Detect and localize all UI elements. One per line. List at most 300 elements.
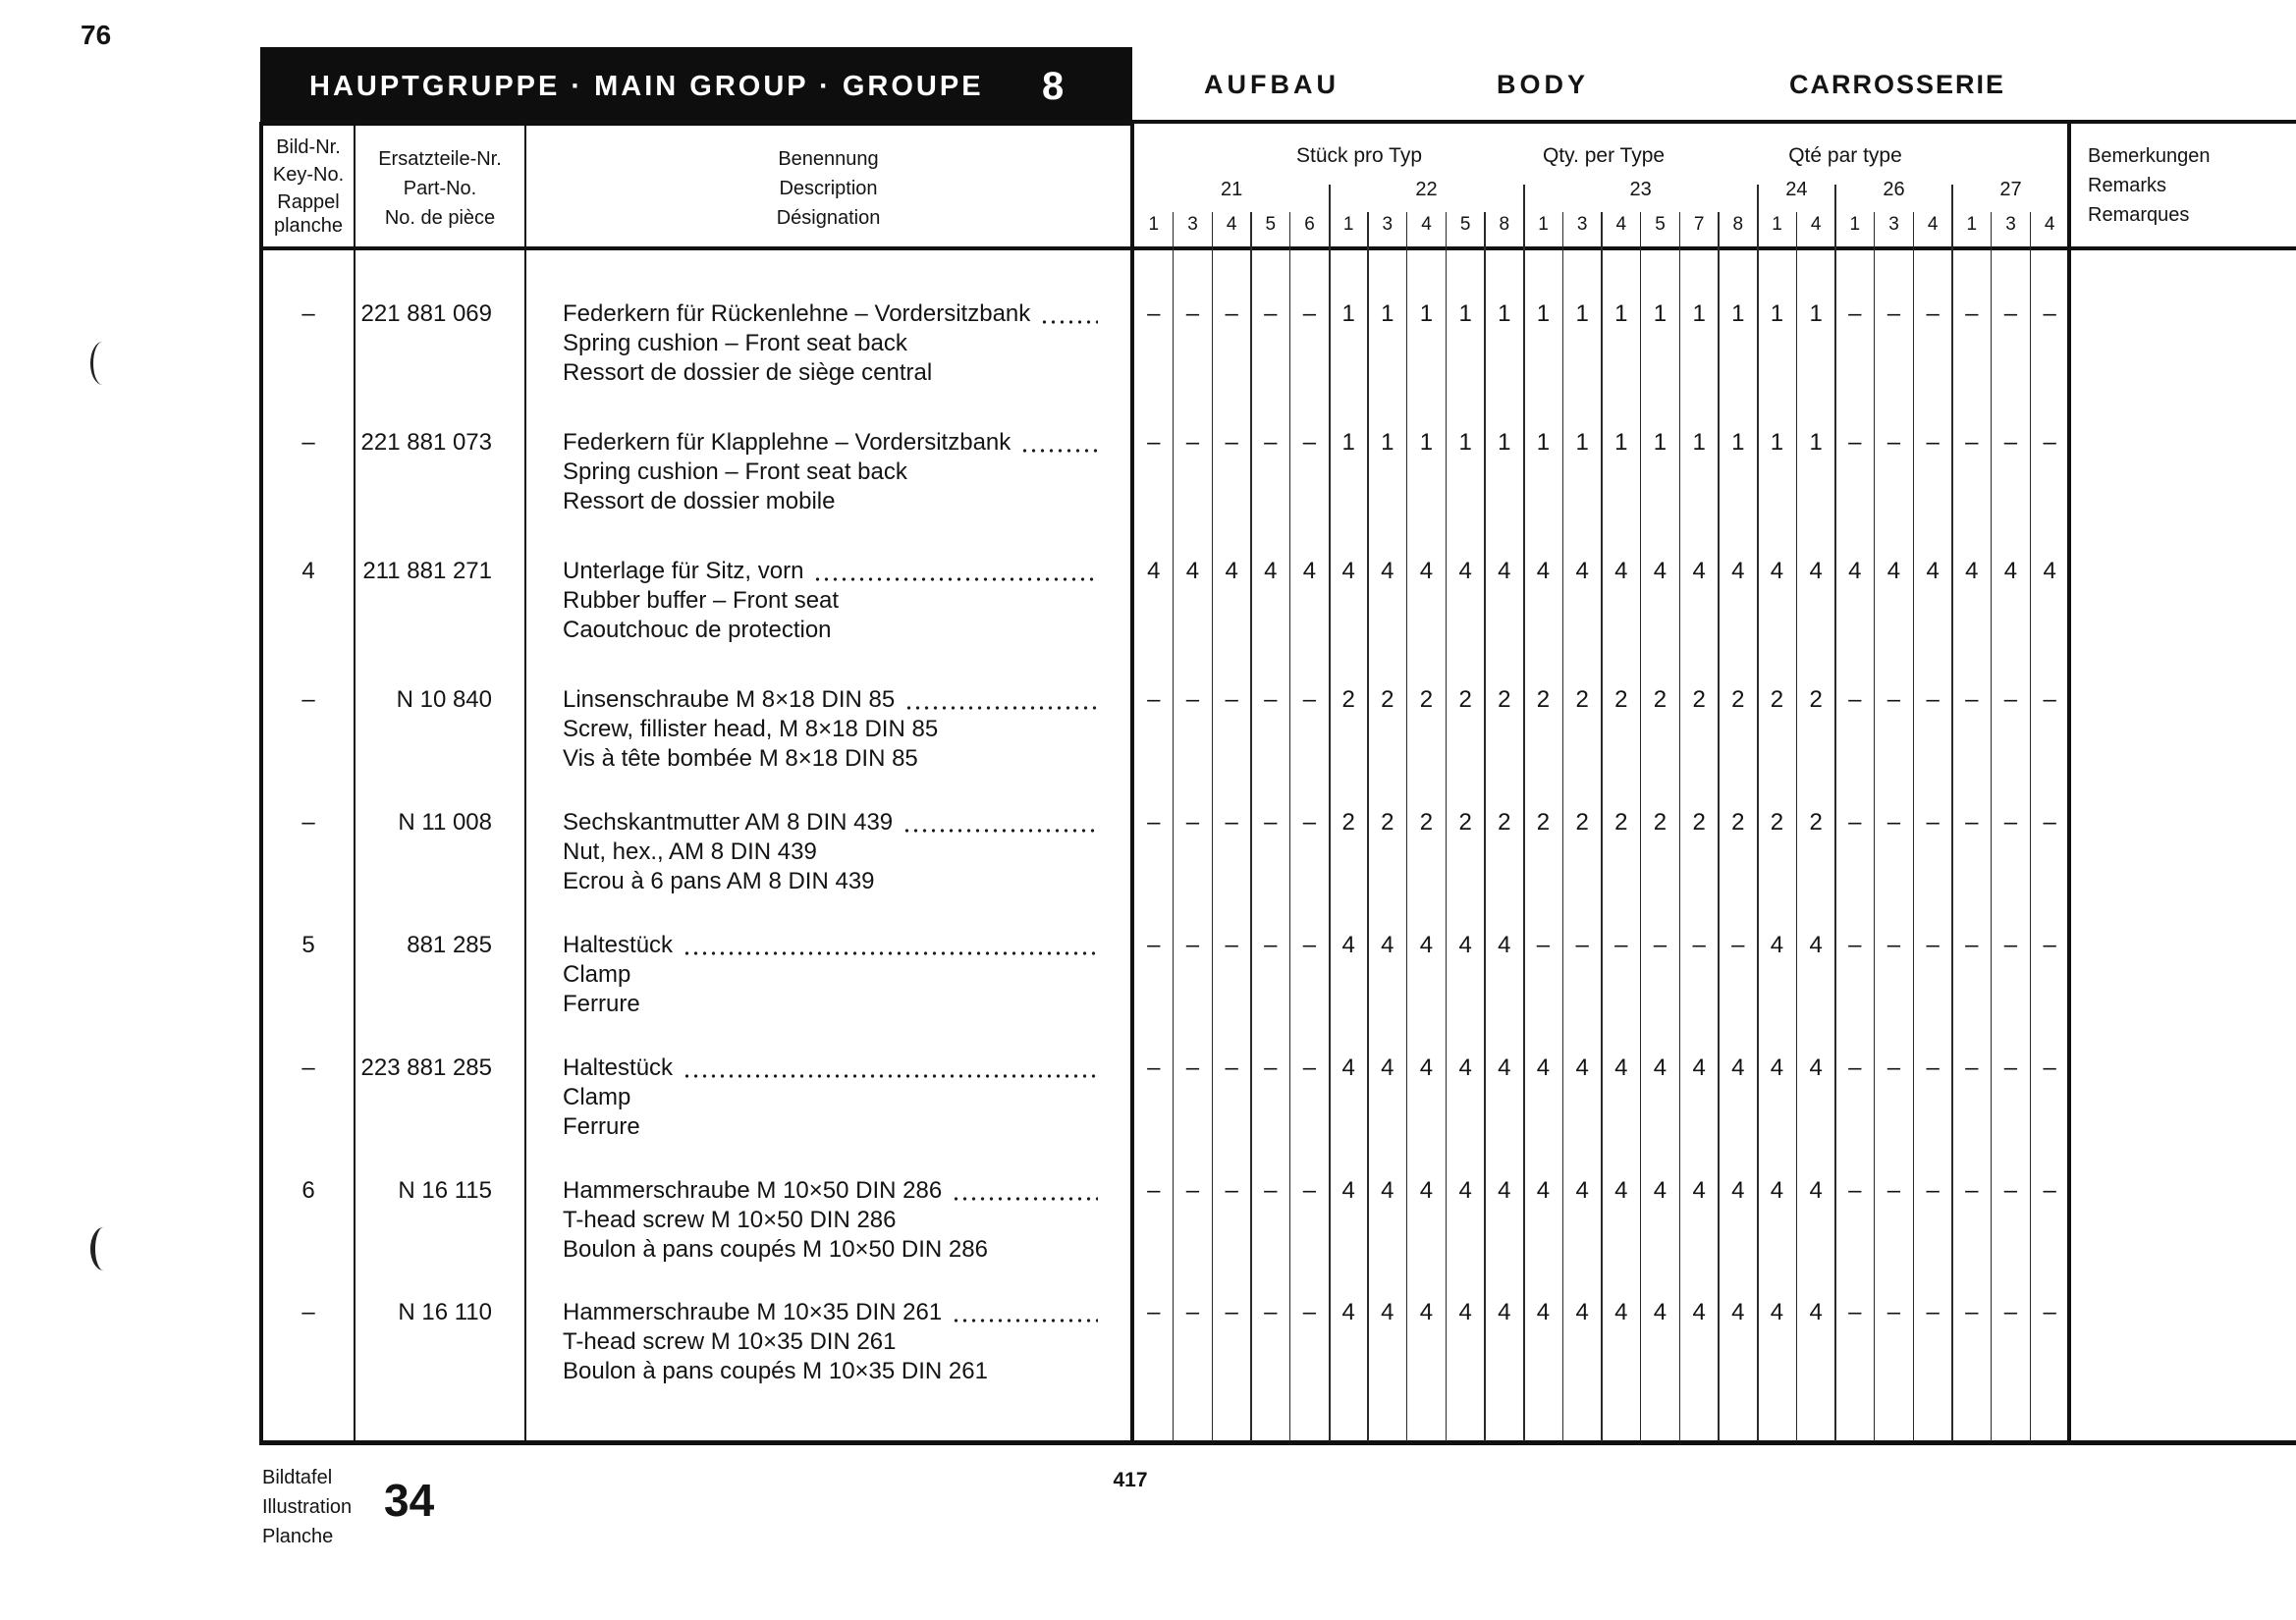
qty-cell: 2 (1458, 809, 1472, 836)
qty-cell: – (2003, 1177, 2018, 1204)
qty-cell: – (1614, 932, 1628, 958)
type-group-label: 27 (1999, 179, 2022, 200)
qty-cell: 4 (1926, 558, 1940, 584)
qty-cell: – (1225, 809, 1238, 836)
heading-en: Description (779, 178, 878, 199)
qty-cell: 2 (1809, 809, 1823, 836)
description-de-line (563, 1176, 1098, 1206)
key-number: 6 (301, 1177, 315, 1204)
qty-cell: 1 (1536, 300, 1551, 327)
qty-cell: 4 (1770, 1299, 1784, 1325)
variant-number: 1 (1772, 214, 1782, 235)
qty-cell: 2 (1692, 686, 1706, 713)
type-group-label: 22 (1415, 179, 1438, 200)
qty-cell: 4 (1731, 1299, 1745, 1325)
qty-cell: 4 (1731, 1177, 1745, 1204)
qty-cell: 4 (1381, 932, 1394, 958)
part-number-heading (355, 144, 524, 233)
qty-cell: – (1225, 300, 1238, 327)
qty-cell: 4 (2043, 558, 2056, 584)
qty-cell: – (1147, 932, 1161, 958)
description (563, 557, 1098, 645)
qty-cell: 1 (1653, 429, 1667, 456)
qty-cell: 2 (1653, 686, 1667, 713)
qty-cell: 4 (1770, 932, 1784, 958)
qty-cell: – (1848, 1299, 1862, 1325)
dot-leader (950, 1298, 1098, 1327)
description-fr: Ferrure (563, 991, 640, 1017)
qty-cell: 2 (1653, 809, 1667, 836)
qty-cell: – (1147, 686, 1161, 713)
qty-cell: 4 (1692, 1177, 1706, 1204)
variant-number: 4 (1421, 214, 1432, 235)
description-de: Federkern für Klapplehne – Vordersitzbank (563, 429, 1011, 456)
quantity-heading-de: Stück pro Typ (1295, 144, 1422, 167)
qty-cell: 2 (1419, 809, 1434, 836)
qty-cell: 4 (1536, 1177, 1551, 1204)
qty-cell: 4 (1770, 1054, 1784, 1081)
part-number: 221 881 073 (360, 429, 492, 456)
qty-cell: – (1225, 1054, 1238, 1081)
variant-number: 5 (1265, 214, 1277, 235)
qty-cell: – (1302, 932, 1317, 958)
description (563, 1298, 1098, 1386)
table-row (0, 299, 2296, 388)
description-de-line (563, 428, 1098, 458)
qty-cell: 4 (1809, 1177, 1823, 1204)
qty-cell: – (1225, 1177, 1238, 1204)
qty-cell: 1 (1419, 300, 1434, 327)
quantity-heading-en: Qty. per Type (1542, 144, 1666, 167)
heading-de: Bild-Nr. (276, 136, 341, 158)
variant-number: 3 (2005, 214, 2016, 235)
description (563, 428, 1098, 516)
qty-cell: 1 (1381, 300, 1394, 327)
qty-cell: 1 (1458, 300, 1472, 327)
description-fr: Ressort de dossier mobile (563, 488, 836, 514)
qty-cell: – (1225, 429, 1238, 456)
qty-cell: 1 (1770, 429, 1784, 456)
type-group-label: 26 (1883, 179, 1905, 200)
table-top-rule (260, 120, 2296, 124)
description-de: Sechskantmutter AM 8 DIN 439 (563, 809, 894, 836)
description (563, 1053, 1098, 1142)
qty-cell: 4 (1341, 1177, 1355, 1204)
qty-cell: 2 (1614, 809, 1628, 836)
qty-cell: – (1302, 429, 1317, 456)
qty-cell: 4 (1809, 1299, 1823, 1325)
qty-cell: – (1302, 1177, 1317, 1204)
main-group-banner (260, 47, 1132, 126)
qty-cell: 1 (1498, 429, 1511, 456)
qty-cell: 2 (1731, 686, 1745, 713)
qty-cell: 2 (1381, 809, 1394, 836)
table-row (0, 1176, 2296, 1265)
label-en: Illustration (262, 1496, 353, 1518)
qty-cell: 2 (1614, 686, 1628, 713)
qty-cell: 1 (1809, 429, 1823, 456)
qty-cell: – (1965, 686, 1979, 713)
variant-number: 3 (1382, 214, 1394, 235)
qty-cell: – (1965, 1177, 1979, 1204)
qty-cell: – (2003, 1299, 2018, 1325)
qty-cell: – (1185, 1054, 1200, 1081)
qty-cell: 4 (1809, 932, 1823, 958)
description-fr: Vis à tête bombée M 8×18 DIN 85 (563, 745, 918, 772)
qty-cell: – (2043, 1177, 2056, 1204)
qty-cell: – (1886, 1054, 1901, 1081)
remarks-heading (2088, 141, 2211, 230)
part-number: N 11 008 (398, 809, 492, 836)
qty-cell: – (1848, 300, 1862, 327)
qty-cell: 4 (1653, 558, 1667, 584)
qty-cell: – (1185, 300, 1200, 327)
qty-cell: – (2003, 809, 2018, 836)
qty-cell: 4 (1536, 558, 1551, 584)
qty-cell: 4 (1575, 558, 1589, 584)
qty-cell: 4 (1381, 1054, 1394, 1081)
qty-cell: 4 (1185, 558, 1200, 584)
main-group-number: 8 (1042, 65, 1065, 108)
qty-cell: – (1264, 1299, 1278, 1325)
label-fr: Planche (262, 1526, 334, 1547)
qty-cell: – (1185, 429, 1200, 456)
qty-cell: 4 (1809, 558, 1823, 584)
qty-cell: – (1264, 429, 1278, 456)
qty-cell: 4 (1692, 1299, 1706, 1325)
qty-cell: 4 (1498, 558, 1511, 584)
heading-fr: Désignation (776, 207, 881, 229)
part-number: 223 881 285 (360, 1054, 492, 1081)
qty-cell: 4 (1575, 1299, 1589, 1325)
qty-cell: 1 (1614, 300, 1628, 327)
qty-cell: 4 (1536, 1299, 1551, 1325)
heading-fr: No. de pièce (384, 207, 496, 229)
heading-en: Part-No. (403, 178, 477, 199)
qty-cell: 4 (1770, 558, 1784, 584)
qty-cell: 4 (1575, 1054, 1589, 1081)
qty-cell: 1 (1614, 429, 1628, 456)
illustration-number: 34 (384, 1475, 435, 1526)
illustration-label (262, 1463, 352, 1551)
type-group-label: 23 (1629, 179, 1652, 200)
quantity-heading-fr: Qté par type (1788, 144, 1902, 167)
qty-cell: 4 (1381, 1299, 1394, 1325)
key-number: 5 (301, 932, 315, 958)
heading-fr: planche (273, 215, 344, 237)
description-de-line (563, 931, 1098, 960)
qty-cell: – (1886, 300, 1901, 327)
qty-cell: – (1147, 1299, 1161, 1325)
qty-cell: 1 (1731, 300, 1745, 327)
description-de: Haltestück (563, 932, 674, 958)
part-number: N 16 110 (398, 1299, 492, 1325)
qty-cell: 4 (1653, 1177, 1667, 1204)
qty-cell: 4 (1419, 1177, 1434, 1204)
qty-cell: – (2043, 932, 2056, 958)
qty-cell: 4 (1536, 1054, 1551, 1081)
qty-cell: – (1692, 932, 1706, 958)
description-en: Clamp (563, 1084, 631, 1110)
dot-leader (811, 557, 1098, 586)
type-group-label: 24 (1785, 179, 1808, 200)
qty-cell: 4 (1458, 1054, 1472, 1081)
qty-cell: – (1848, 1054, 1862, 1081)
qty-cell: – (1848, 809, 1862, 836)
table-row (0, 685, 2296, 774)
qty-cell: – (2003, 300, 2018, 327)
qty-cell: – (1302, 300, 1317, 327)
qty-cell: 4 (1498, 932, 1511, 958)
qty-cell: 2 (1692, 809, 1706, 836)
qty-cell: 4 (1614, 1177, 1628, 1204)
variant-number: 1 (1148, 214, 1160, 235)
key-number: 4 (301, 558, 315, 584)
table-row (0, 557, 2296, 645)
variant-number: 8 (1732, 214, 1744, 235)
qty-cell: 4 (1614, 1299, 1628, 1325)
qty-cell: 4 (1886, 558, 1901, 584)
qty-cell: 4 (1965, 558, 1979, 584)
dot-leader (902, 685, 1098, 715)
qty-cell: 4 (1848, 558, 1862, 584)
qty-cell: – (1653, 932, 1667, 958)
qty-cell: 4 (1419, 1054, 1434, 1081)
qty-cell: 4 (1341, 1299, 1355, 1325)
qty-cell: – (2043, 1299, 2056, 1325)
qty-cell: 4 (1458, 932, 1472, 958)
qty-cell: 2 (1536, 686, 1551, 713)
qty-cell: 1 (1770, 300, 1784, 327)
key-number: – (301, 429, 315, 456)
qty-cell: – (1147, 1177, 1161, 1204)
qty-cell: 4 (1341, 1054, 1355, 1081)
variant-number: 3 (1888, 214, 1899, 235)
section-title-de: AUFBAU (1204, 70, 1339, 99)
variant-number: 4 (1226, 214, 1237, 235)
label-de: Bildtafel (262, 1467, 333, 1488)
qty-cell: 2 (1809, 686, 1823, 713)
variant-number: 4 (2044, 214, 2055, 235)
qty-cell: – (1225, 686, 1238, 713)
qty-cell: 4 (1341, 932, 1355, 958)
qty-cell: 4 (1614, 1054, 1628, 1081)
variant-number: 4 (1927, 214, 1939, 235)
qty-cell: 4 (1458, 1299, 1472, 1325)
qty-cell: 1 (1341, 300, 1355, 327)
qty-cell: 4 (1692, 1054, 1706, 1081)
qty-cell: 1 (1536, 429, 1551, 456)
qty-cell: – (2003, 429, 2018, 456)
part-number: 211 881 271 (362, 558, 492, 584)
qty-cell: 4 (1147, 558, 1161, 584)
qty-cell: – (1147, 1054, 1161, 1081)
description-de-line (563, 685, 1098, 715)
key-number: – (301, 300, 315, 327)
qty-cell: – (1965, 1299, 1979, 1325)
qty-cell: – (1147, 809, 1161, 836)
qty-cell: – (1147, 300, 1161, 327)
description-en: Clamp (563, 961, 631, 988)
key-number: – (301, 686, 315, 713)
variant-number: 1 (1538, 214, 1549, 235)
dot-leader (681, 931, 1098, 960)
description-de-line (563, 1298, 1098, 1327)
qty-cell: 4 (1731, 558, 1745, 584)
table-row (0, 931, 2296, 1019)
description-en: T-head screw M 10×35 DIN 261 (563, 1328, 897, 1355)
qty-cell: – (1731, 932, 1745, 958)
part-number: N 16 115 (398, 1177, 492, 1204)
qty-cell: 4 (1770, 1177, 1784, 1204)
key-number: – (301, 809, 315, 836)
variant-number: 5 (1459, 214, 1471, 235)
heading-fr: Remarques (2088, 204, 2190, 226)
variant-number: 6 (1304, 214, 1315, 235)
variant-number: 4 (1615, 214, 1627, 235)
dot-leader (681, 1053, 1098, 1083)
description-de: Hammerschraube M 10×35 DIN 261 (563, 1299, 943, 1325)
page-code: 417 (1113, 1469, 1148, 1491)
qty-cell: – (1225, 1299, 1238, 1325)
part-number: 881 285 (407, 932, 492, 958)
description-fr: Boulon à pans coupés M 10×35 DIN 261 (563, 1358, 988, 1384)
qty-cell: – (1264, 809, 1278, 836)
qty-cell: 2 (1498, 809, 1511, 836)
dot-leader (950, 1176, 1098, 1206)
description-fr: Boulon à pans coupés M 10×50 DIN 286 (563, 1236, 988, 1263)
table-row (0, 1298, 2296, 1386)
qty-cell: 4 (1498, 1299, 1511, 1325)
description-en: Spring cushion – Front seat back (563, 459, 907, 485)
heading-fr: Rappel (277, 191, 340, 213)
part-number: N 10 840 (396, 686, 492, 713)
qty-cell: – (1926, 809, 1940, 836)
variant-number: 1 (1966, 214, 1978, 235)
qty-cell: 4 (1381, 1177, 1394, 1204)
description-en: Spring cushion – Front seat back (563, 330, 907, 356)
qty-cell: 4 (1809, 1054, 1823, 1081)
variant-number: 3 (1576, 214, 1588, 235)
qty-cell: 1 (1653, 300, 1667, 327)
qty-cell: 1 (1575, 429, 1589, 456)
description (563, 808, 1098, 896)
description-heading (526, 144, 1130, 233)
qty-cell: – (2003, 932, 2018, 958)
table-row (0, 428, 2296, 516)
qty-cell: – (1302, 809, 1317, 836)
qty-cell: 2 (1458, 686, 1472, 713)
qty-cell: – (1965, 429, 1979, 456)
part-number: 221 881 069 (360, 300, 492, 327)
qty-cell: 1 (1419, 429, 1434, 456)
qty-cell: 2 (1575, 686, 1589, 713)
qty-cell: 4 (1692, 558, 1706, 584)
qty-cell: 1 (1341, 429, 1355, 456)
qty-cell: 1 (1692, 429, 1706, 456)
section-title-fr: CARROSSERIE (1789, 70, 2006, 99)
qty-cell: 4 (1302, 558, 1317, 584)
qty-cell: – (1185, 932, 1200, 958)
qty-cell: – (1302, 1299, 1317, 1325)
qty-cell: 4 (1653, 1054, 1667, 1081)
qty-cell: – (2043, 429, 2056, 456)
qty-cell: – (1886, 1299, 1901, 1325)
qty-cell: – (1185, 809, 1200, 836)
qty-cell: 2 (1419, 686, 1434, 713)
description-en: T-head screw M 10×50 DIN 286 (563, 1207, 897, 1233)
description-de: Hammerschraube M 10×50 DIN 286 (563, 1177, 943, 1204)
qty-cell: 4 (1458, 558, 1472, 584)
heading-en: Remarks (2088, 175, 2167, 196)
description (563, 685, 1098, 774)
heading-de: Ersatzteile-Nr. (378, 148, 502, 170)
qty-cell: 4 (1498, 1054, 1511, 1081)
qty-cell: 2 (1381, 686, 1394, 713)
qty-cell: – (2003, 1054, 2018, 1081)
qty-cell: 1 (1692, 300, 1706, 327)
key-number-heading (263, 134, 354, 236)
heading-de: Benennung (778, 148, 879, 170)
qty-cell: 1 (1809, 300, 1823, 327)
qty-cell: – (1965, 809, 1979, 836)
variant-number: 3 (1187, 214, 1198, 235)
qty-cell: – (2043, 809, 2056, 836)
qty-cell: – (1848, 1177, 1862, 1204)
dot-leader (1018, 428, 1098, 458)
variant-number: 1 (1342, 214, 1354, 235)
qty-cell: 1 (1381, 429, 1394, 456)
description-fr: Ferrure (563, 1113, 640, 1140)
description-fr: Ecrou à 6 pans AM 8 DIN 439 (563, 868, 875, 894)
qty-cell: – (1926, 1299, 1940, 1325)
qty-cell: – (1965, 932, 1979, 958)
qty-cell: – (2043, 300, 2056, 327)
qty-cell: 1 (1458, 429, 1472, 456)
description-fr: Caoutchouc de protection (563, 617, 832, 643)
qty-cell: 4 (1731, 1054, 1745, 1081)
qty-cell: – (1185, 1299, 1200, 1325)
description-de-line (563, 299, 1098, 329)
qty-cell: – (1302, 1054, 1317, 1081)
qty-cell: – (1185, 686, 1200, 713)
qty-cell: – (1185, 1177, 1200, 1204)
qty-cell: – (1848, 686, 1862, 713)
qty-cell: 1 (1731, 429, 1745, 456)
qty-cell: – (1886, 932, 1901, 958)
section-title-en: BODY (1497, 70, 1590, 99)
variant-number: 7 (1693, 214, 1705, 235)
qty-cell: – (1965, 300, 1979, 327)
qty-cell: 4 (1381, 558, 1394, 584)
qty-cell: – (1536, 932, 1551, 958)
qty-cell: – (1264, 300, 1278, 327)
description-en: Nut, hex., AM 8 DIN 439 (563, 838, 817, 865)
heading-de: Bemerkungen (2088, 145, 2211, 167)
qty-cell: – (1264, 686, 1278, 713)
description (563, 1176, 1098, 1265)
qty-cell: – (1225, 932, 1238, 958)
key-number: – (301, 1299, 315, 1325)
qty-cell: – (1302, 686, 1317, 713)
description (563, 299, 1098, 388)
variant-number: 1 (1849, 214, 1861, 235)
qty-cell: 4 (1419, 558, 1434, 584)
qty-cell: 4 (1341, 558, 1355, 584)
heading-en: Key-No. (272, 164, 345, 186)
variant-number: 4 (1810, 214, 1822, 235)
qty-cell: – (1848, 429, 1862, 456)
